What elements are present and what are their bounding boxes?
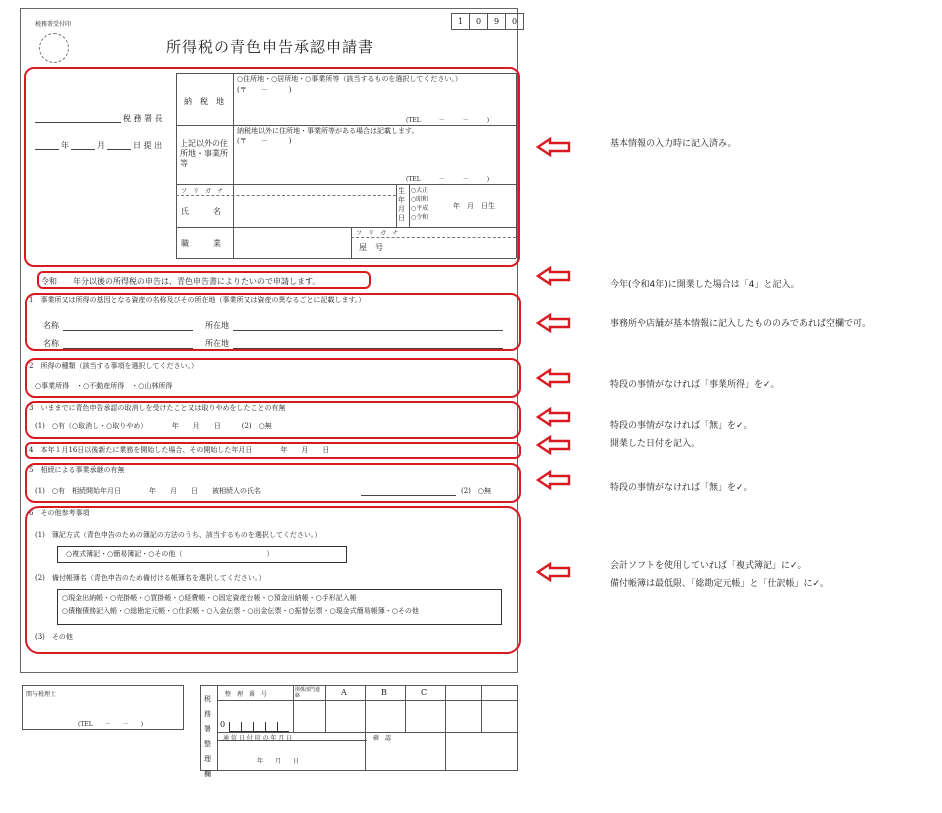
form-title: 所得税の青色申告承認申請書	[166, 38, 375, 56]
note-bookkeeping: 会計ソフトを使用していれば「複式簿記」に✓。	[610, 561, 807, 571]
note-start-date: 開業した日付を記入。	[610, 439, 701, 449]
arrow-left-icon	[536, 137, 572, 157]
arrow-left-icon	[536, 562, 572, 582]
arrow-left-icon	[536, 435, 572, 455]
era-options: ○大正 ○昭和 ○平成 ○令和	[411, 187, 429, 221]
arrow-left-icon	[536, 313, 572, 333]
highlight-section-3	[25, 401, 521, 439]
note-income-type: 特段の事情がなければ「事業所得」を✓。	[610, 380, 780, 390]
accountant-box: 関与税理士 (TEL － － )	[22, 685, 184, 730]
tax-office-suffix: 税 務 署 長	[123, 114, 163, 123]
highlight-section-1	[25, 293, 521, 351]
bookkeeping-method-box: ○複式簿記・○簡易簿記・○その他（ ）	[57, 546, 347, 563]
shop-name-label: 屋 号	[359, 243, 383, 252]
highlight-section-6	[25, 506, 521, 654]
arrow-left-icon	[536, 470, 572, 490]
application-form: 税務署受付印 1 0 9 0 所得税の青色申告承認申請書 税 務 署 長 年 月 日 提 出 納 税 地 ○住所地・○居所地・○事業所等（該当するものを選択してください。） (〒 － ) (TEL － － ) 上記以外の住所地・事業所等 納税地以外に住所地・事業所等がある場合は記載します。 (〒 － ) (TEL － － ) フ リ ガ ナ 氏 名 生年月日 ○大正 ○昭和 ○平成 ○令和 年 月 日生 職 業 フ リ ガ ナ 屋 号 令和 年分以後の所得税の申告は、青色申告書によりたいので申請します。 1 事業所又は所得の基因となる資産の名称及びその所在地（事業所又は資産の異なるごとに記載します。） 名称 所在地 名称 所在地 2 所得の種類（該当する事項を選択してください。） ○事業所得 ・○不動産所得 ・○山林所得 3 いままでに青色申告承認の取消しを受けたこと又は取りやめをしたことの有無 (1) ○有（○取消し・○取りやめ） 年 月 日 (2) ○無 4 本年１月16日以後新たに業務を開始した場合、その開始した年月日 年 月 日 5 相続による事業承継の有無 (1) ○有 相続開始年月日 年 月 日 被相続人の氏名 (2) ○無 6 その他参考事項 (1) 簿記方式（青色申告のための簿記の方法のうち、該当するものを選択してください。） ○複式簿記・○簡易簿記・○その他（ ） (2) 備付帳簿名（青色申告のため備付ける帳簿名を選択してください。） ○現金出納帳・○売掛帳・○買掛帳・○経費帳・○固定資産台帳・○預金出納帳・○手形記入帳 ○債権債務記入帳・○総勘定元帳・○仕訳帳・○入金伝票・○出金伝票・○振替伝票・○現金式簡易帳簿・○その他 (3) その他	[20, 8, 518, 673]
stamp-label: 税務署受付印	[35, 21, 72, 28]
number-tick-boxes	[229, 722, 289, 732]
name-label: 氏 名	[181, 207, 221, 216]
reception-stamp-circle	[39, 33, 69, 63]
highlight-section-5	[25, 463, 521, 503]
ledger-list-box: ○現金出納帳・○売掛帳・○買掛帳・○経費帳・○固定資産台帳・○預金出納帳・○手形記入帳 ○債権債務記入帳・○総勘定元帳・○仕訳帳・○入金伝票・○出金伝票・○振替伝票・○現金式簡易帳簿・○その他	[57, 589, 502, 625]
highlight-declaration	[37, 271, 371, 289]
note-inheritance: 特段の事情がなければ「無」を✓。	[610, 483, 753, 493]
highlight-basic-info	[24, 67, 520, 267]
form-code: 1 0 9 0	[451, 13, 524, 30]
note-basic-info: 基本情報の入力時に記入済み。	[610, 139, 737, 149]
arrow-left-icon	[536, 266, 572, 286]
occupation-label: 職 業	[181, 239, 221, 248]
note-ledgers: 備付帳簿は最低限、「総勘定元帳」と「仕訳帳」に✓。	[610, 579, 830, 589]
note-revocation: 特段の事情がなければ「無」を✓。	[610, 421, 753, 431]
declaration: 令和 年分以後の所得税の申告は、青色申告書によりたいので申請します。	[41, 277, 321, 286]
highlight-section-4	[25, 442, 521, 459]
highlight-section-2	[25, 358, 521, 398]
other-address-label: 上記以外の住所地・事業所等	[180, 139, 228, 168]
address-label: 納 税 地	[184, 97, 224, 106]
note-declaration-year: 今年(令和4年)に開業した場合は「4」と記入。	[610, 280, 800, 290]
note-office-location: 事務所や店舗が基本情報に記入したもののみであれば空欄で可。	[610, 319, 872, 329]
arrow-left-icon	[536, 407, 572, 427]
arrow-left-icon	[536, 368, 572, 388]
office-use-box: 税務署整理欄 整 理 番 号 関係部門連 絡 A B C 0 通 信 日 付 印 の 年 月 日 確 認 年 月 日	[200, 685, 518, 771]
